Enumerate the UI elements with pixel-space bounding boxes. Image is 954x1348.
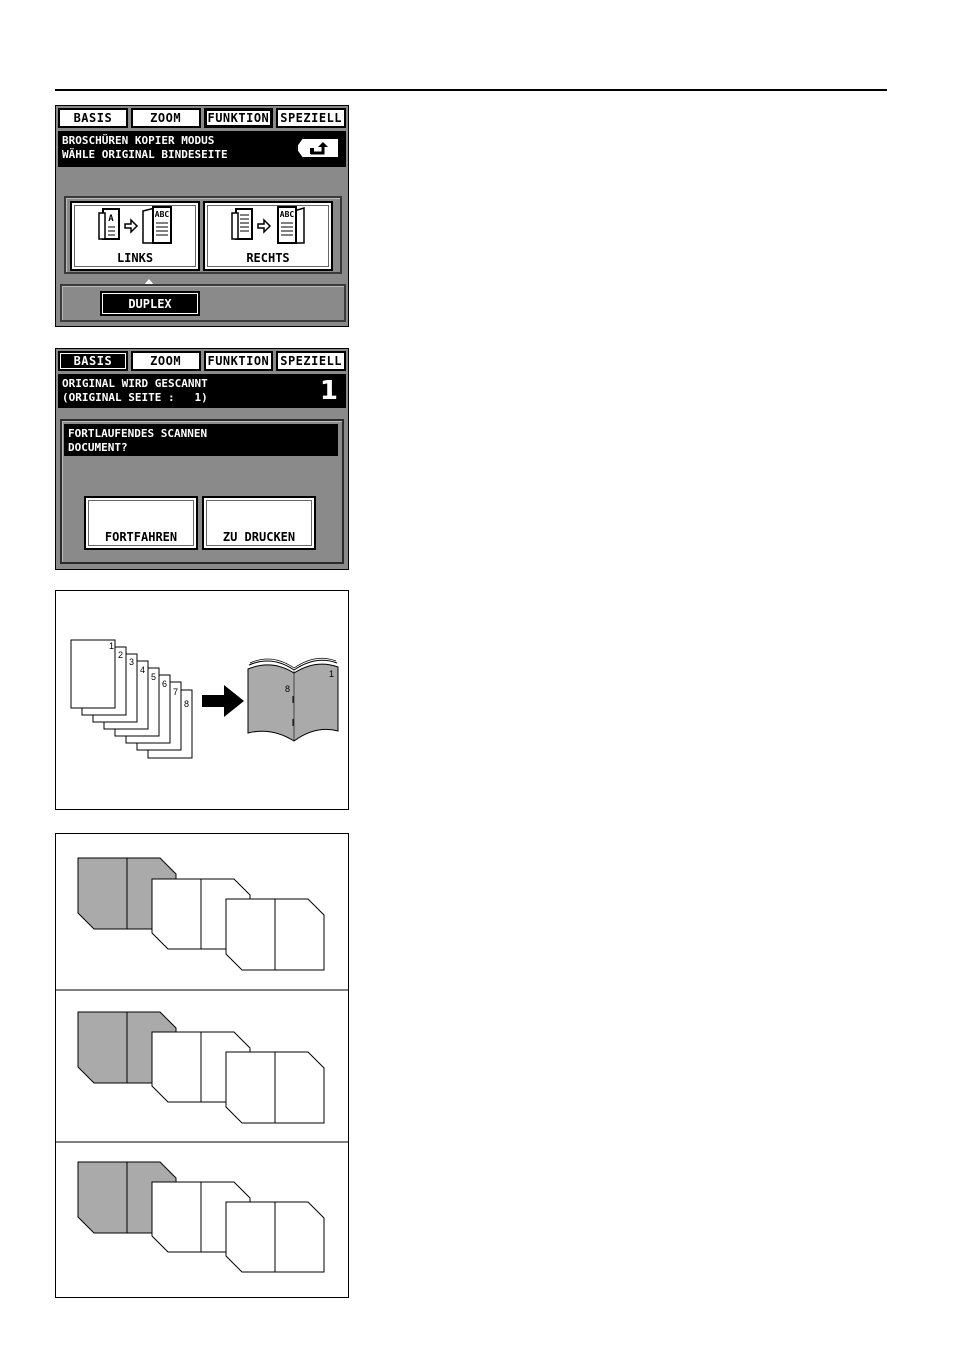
copy-text: ABC — [279, 210, 295, 219]
booklet-illustration — [55, 590, 349, 810]
back-button[interactable] — [296, 137, 340, 159]
page-counter: 1 — [319, 376, 338, 406]
sheet-group-3 — [78, 1162, 324, 1272]
page-stack — [71, 640, 192, 758]
booklet-page-8: 8 — [285, 684, 291, 694]
left-binding-icon — [97, 203, 173, 247]
return-arrow-icon — [307, 141, 329, 155]
rechts-label: RECHTS — [246, 251, 290, 265]
tab-funktion[interactable]: FUNKTION — [204, 351, 274, 371]
question-bar — [64, 424, 338, 456]
page-number-8: 8 — [184, 699, 190, 709]
tab-basis[interactable]: BASIS — [58, 108, 128, 128]
tab-speziell[interactable]: SPEZIELL — [276, 351, 346, 371]
duplex-button[interactable]: DUPLEX — [100, 291, 200, 316]
page-number-7: 7 — [173, 687, 179, 697]
header-rule — [55, 89, 887, 91]
tab-basis[interactable]: BASIS — [58, 351, 128, 371]
message-bar — [58, 131, 346, 167]
right-binding-icon — [230, 203, 306, 247]
right-arrow-icon — [202, 685, 244, 717]
page-number-6: 6 — [162, 679, 168, 689]
sheet-group-1 — [78, 858, 324, 970]
message-line-2: WÄHLE ORIGINAL BINDESEITE — [62, 148, 228, 161]
rechts-button[interactable] — [203, 201, 333, 271]
question-line-2: DOCUMENT? — [68, 441, 128, 454]
tab-speziell[interactable]: SPEZIELL — [276, 108, 346, 128]
sheet-group-2 — [78, 1012, 324, 1123]
page-number-2: 2 — [118, 650, 124, 660]
message-line-1: BROSCHÜREN KOPIER MODUS — [62, 134, 215, 147]
stack-to-booklet-diagram — [56, 591, 348, 809]
page-number-3: 3 — [129, 657, 135, 667]
folded-sheets-illustration — [55, 833, 349, 1298]
scan-panel — [55, 348, 349, 570]
folded-sheets-diagram — [56, 834, 348, 1297]
fortfahren-button[interactable]: FORTFAHREN — [84, 496, 198, 550]
links-label: LINKS — [116, 251, 154, 265]
copy-text: ABC — [154, 210, 170, 219]
status-bar — [58, 374, 346, 408]
tab-funktion[interactable]: FUNKTION — [204, 108, 274, 128]
page-number-5: 5 — [151, 672, 157, 682]
status-line-1: ORIGINAL WIRD GESCANNT — [62, 377, 208, 390]
links-button[interactable] — [70, 201, 200, 271]
booklet — [248, 658, 338, 741]
tab-bar — [58, 351, 346, 371]
booklet-mode-panel — [55, 105, 349, 327]
tab-zoom[interactable]: ZOOM — [131, 108, 201, 128]
question-line-1: FORTLAUFENDES SCANNEN — [68, 427, 208, 440]
tab-bar — [58, 108, 346, 128]
original-letter: A — [108, 214, 114, 224]
page-number-1: 1 — [109, 641, 115, 651]
tab-zoom[interactable]: ZOOM — [131, 351, 201, 371]
status-line-2: (ORIGINAL SEITE : 1) — [62, 391, 208, 404]
booklet-page-1: 1 — [329, 669, 335, 679]
page-number-4: 4 — [140, 665, 146, 675]
zu-drucken-button[interactable]: ZU DRUCKEN — [202, 496, 316, 550]
